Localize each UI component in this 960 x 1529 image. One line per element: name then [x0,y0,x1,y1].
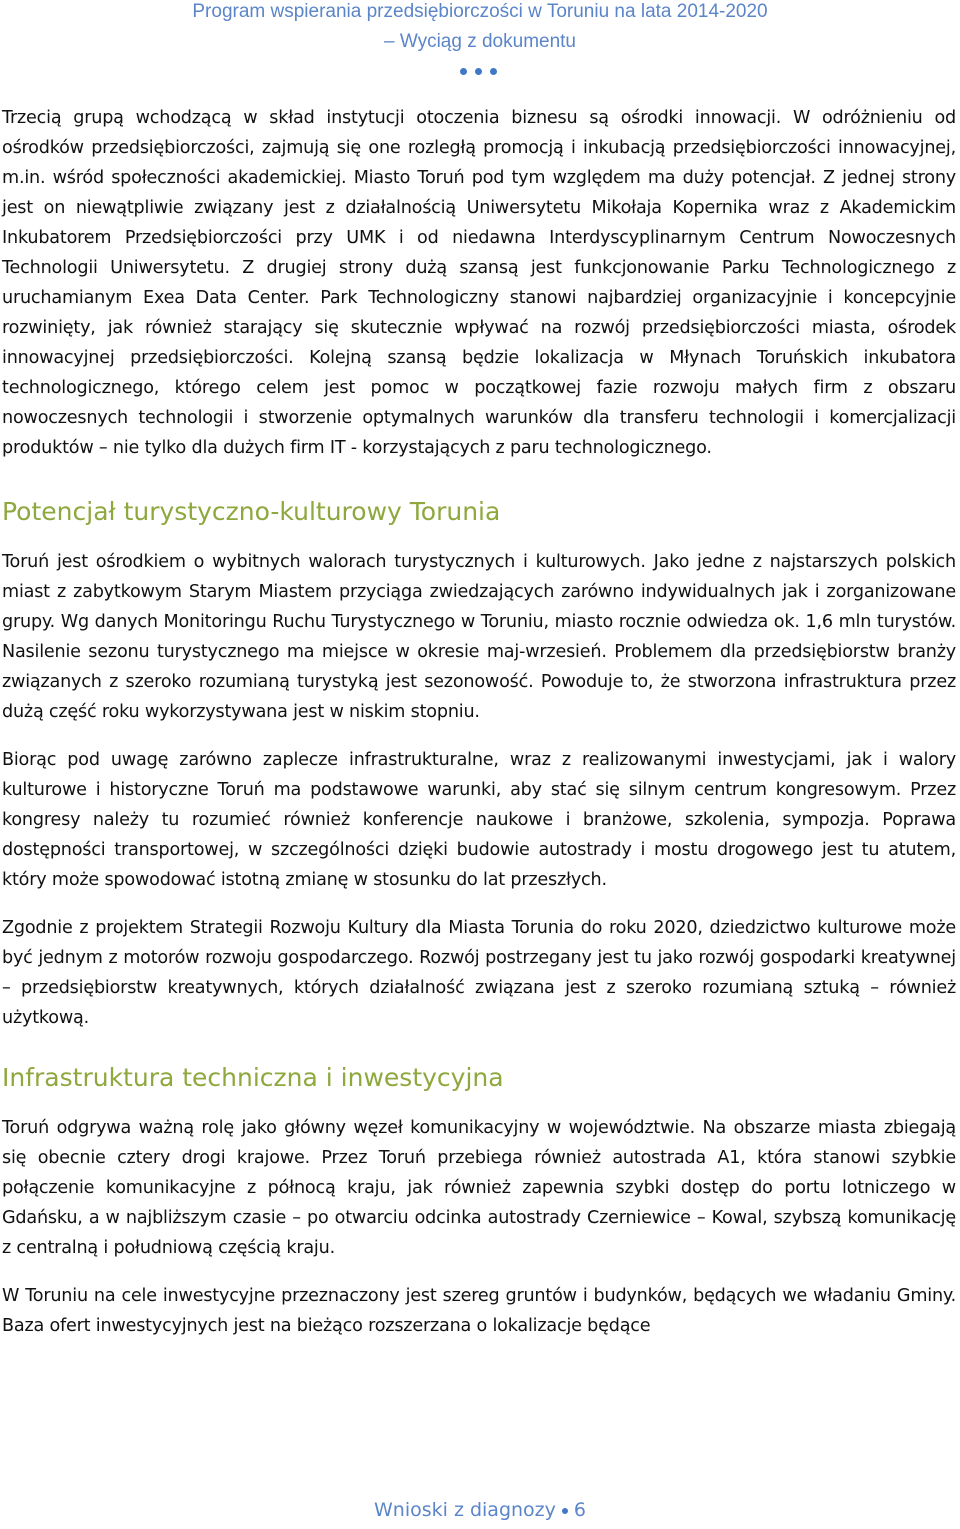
heading-tourism: Potencjał turystyczno-kulturowy Torunia [2,497,501,526]
header-dots-ornament [0,60,960,80]
dot-icon [475,68,482,75]
footer-section-label: Wnioski z diagnozy [374,1499,556,1521]
paragraph-culture: Zgodnie z projektem Strategii Rozwoju Kultury dla Miasta Torunia do roku 2020, dziedzictwo kulturowe może być jednym z motorów rozwoju gospodarczego. Rozwój postrzegany jest tu jako rozwój gospodarki kreatywnej – przedsiębiorstw kreatywnych, których działalność związana jest z szeroko rozumianą sztuką – również użytkową. [2,918,956,1028]
page-number: 6 [573,1499,586,1521]
paragraph-tourism: Toruń jest ośrodkiem o wybitnych walorach turystycznych i kulturowych. Jako jedne z najstarszych polskich miast z zabytkowym Starym Miastem przyciąga zwiedzających zarówno indywidualnych jak i zorganizowane grupy. Wg danych Monitoringu Ruchu Turystycznego w Toruniu, miasto rocznie odwiedza ok. 1,6 mln turystów. Nasilenie sezonu turystycznego ma miejsce w okresie maj-wrzesień. Problemem dla przedsiębiorstw branży związanych z szeroko rozumianą turystyką jest sezonowość. Powoduje to, że stworzona infrastruktura przez dużą część roku wykorzystywana jest w niskim stopniu. [2,552,956,722]
dot-icon [490,68,497,75]
document-subtitle: – Wyciąg z dokumentu [383,31,577,52]
paragraph-congress: Biorąc pod uwagę zarówno zaplecze infrastrukturalne, wraz z realizowanymi inwestycjami, jak i walory kulturowe i historyczne Toruń ma podstawowe warunki, aby stać się silnym centrum kongresowym. Przez kongresy należy tu rozumieć również konferencje naukowe i branżowe, szkolenia, sympozja. Poprawa dostępności transportowej, w szczególności dzięki budowie autostrady i mostu drogowego jest tu atutem, który może spowodować istotną zmianę w stosunku do lat przeszłych. [2,750,956,890]
page-footer [0,1498,960,1522]
heading-infrastructure: Infrastruktura techniczna i inwestycyjna [2,1063,504,1092]
document-title: Program wspierania przedsiębiorczości w Toruniu na lata 2014-2020 [192,1,768,22]
paragraph-innovation: Trzecią grupą wchodzącą w skład instytucji otoczenia biznesu są ośrodki innowacji. W odróżnieniu od ośrodków przedsiębiorczości, zajmują się one rozległą promocją i inkubacją przedsiębiorczości innowacyjnej, m.in. wśród społeczności akademickiej. Miasto Toruń pod tym względem ma duży potencjał. Z jednej strony jest on niewątpliwie związany jest z działalnością Uniwersytetu Mikołaja Kopernika wraz z Akademickim Inkubatorem Przedsiębiorczości przy UMK i od niedawna Interdyscyplinarnym Centrum Nowoczesnych Technologii Uniwersytetu. Z drugiej strony dużą szansą jest funkcjonowanie Parku Technologicznego z uruchamianym Exea Data Center. Park Technologiczny stanowi najbardziej organizacyjnie i koncepcyjnie rozwinięty, jak również starający się skutecznie wpływać na rozwój przedsiębiorczości miasta, ośrodek innowacyjnej przedsiębiorczości. Kolejną szansą będzie lokalizacja w Młynach Toruńskich inkubatora technologicznego, którego celem jest pomoc w początkowej fazie rozwoju małych firm z obszaru nowoczesnych technologii i stworzenie optymalnych warunków dla transferu technologii i komercjalizacji produktów – nie tylko dla dużych firm IT - korzystających z paru technologicznego. [2,108,956,458]
bullet-icon [562,1508,568,1514]
document-body [2,103,956,1341]
dot-icon [460,68,467,75]
paragraph-transport: Toruń odgrywa ważną rolę jako główny węzeł komunikacyjny w województwie. Na obszarze miasta zbiegają się obecnie cztery drogi krajowe. Przez Toruń przebiega również autostrada A1, która stanowi szybkie połączenie komunikacyjne z północą kraju, jak również zapewnia szybki dostęp do portu lotniczego w Gdańsku, a w najbliższym czasie – po otwarciu odcinka autostrady Czerniewice – Kowal, szybszą komunikację z centralną i południową częścią kraju. [2,1118,956,1258]
paragraph-investment: W Toruniu na cele inwestycyjne przeznaczony jest szereg gruntów i budynków, będących we władaniu Gminy. Baza ofert inwestycyjnych jest na bieżąco rozszerzana o lokalizacje będące [2,1286,956,1336]
